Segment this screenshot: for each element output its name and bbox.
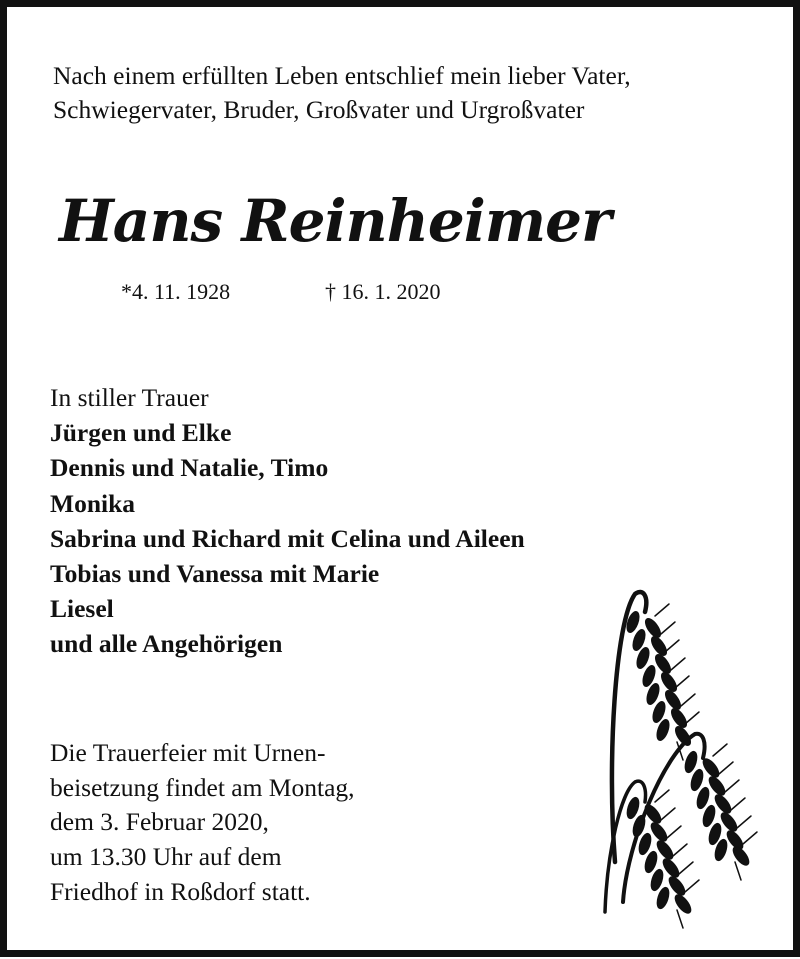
birth-date: *4. 11. 1928: [121, 279, 231, 304]
wheat-ears-icon: [587, 582, 787, 942]
mourner-entry: Dennis und Natalie, Timo: [50, 453, 329, 483]
mourner-entry: Liesel: [50, 594, 114, 624]
death-date: † 16. 1. 2020: [325, 279, 441, 304]
intro-line: Nach einem erfüllten Leben entschlief mein lieber Vater,: [53, 61, 631, 90]
mourning-heading: In stiller Trauer: [50, 383, 209, 412]
intro-text: [53, 59, 631, 127]
service-line: um 13.30 Uhr auf dem: [50, 842, 282, 872]
intro-line: Schwiegervater, Bruder, Großvater und Urgroßvater: [53, 95, 585, 124]
mourner-entry: und alle Angehörigen: [50, 629, 283, 659]
service-line: beisetzung findet am Montag,: [50, 772, 355, 802]
mourners-list: [50, 380, 525, 662]
mourner-entry: Monika: [50, 488, 136, 518]
mourner-entry: Jürgen und Elke: [50, 418, 232, 448]
service-line: Friedhof in Roßdorf statt.: [50, 876, 311, 906]
deceased-name: Hans Reinheimer: [59, 187, 611, 255]
funeral-service-info: [50, 736, 355, 910]
service-line: Die Trauerfeier mit Urnen-: [50, 738, 326, 767]
mourner-entry: Sabrina und Richard mit Celina und Aileen: [50, 523, 525, 553]
mourner-entry: Tobias und Vanessa mit Marie: [50, 559, 380, 589]
service-line: dem 3. Februar 2020,: [50, 807, 269, 837]
